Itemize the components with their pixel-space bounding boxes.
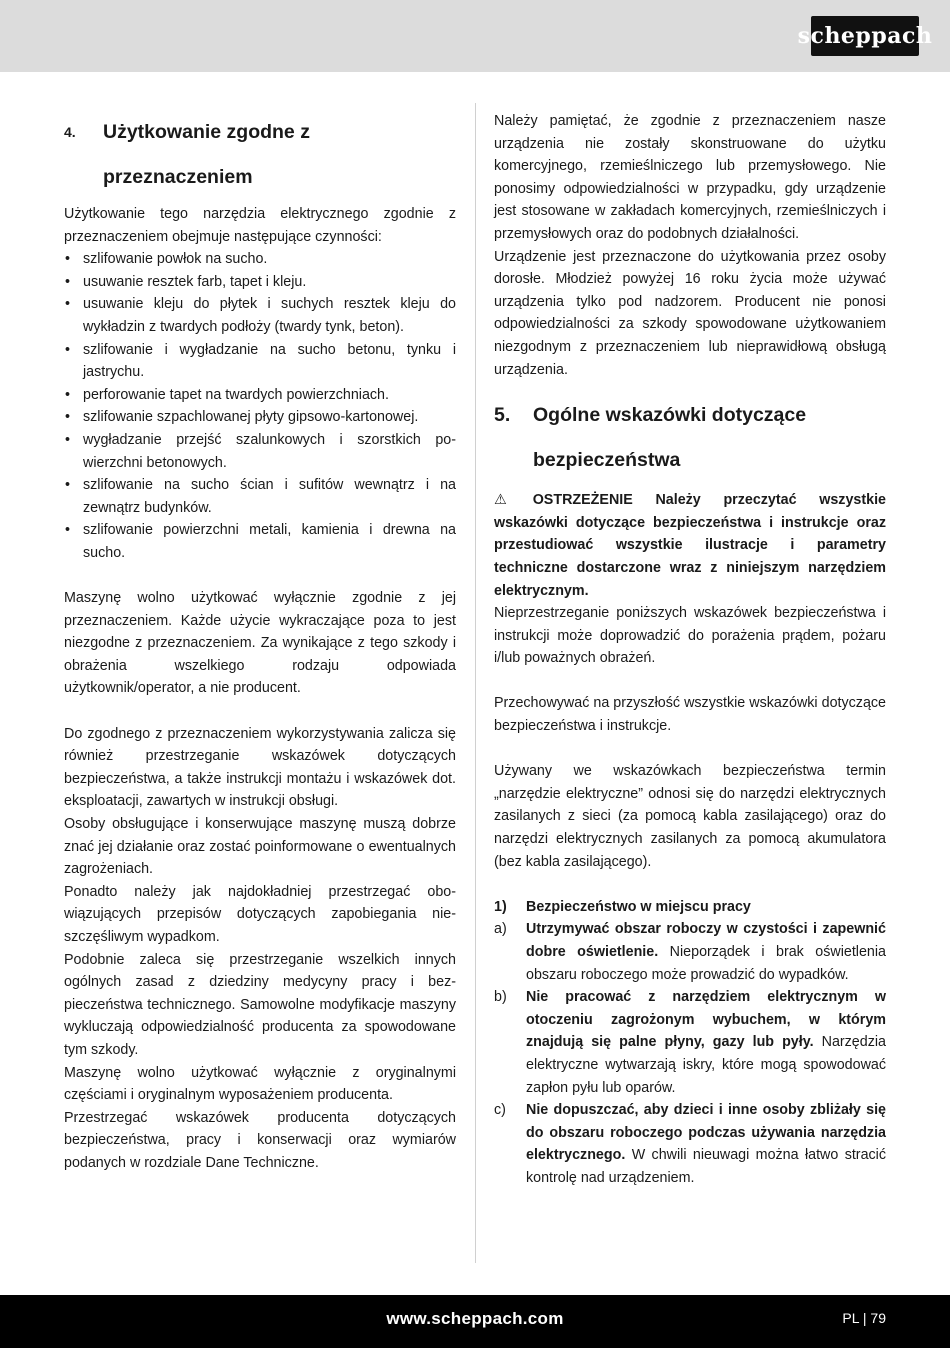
paragraph: Osoby obsługujące i konserwujące maszynę muszą dobrze znać jej działanie oraz zostać poinformowane o ewentualnych zagrożeniach. xyxy=(64,816,456,878)
section-4-heading xyxy=(64,110,456,200)
warning-block xyxy=(494,489,886,602)
paragraph: Maszynę wolno użytkować wyłącznie zgodnie z jej przeznaczeniem. Każde użycie wykraczające poza to jest niezgodne z przeznaczeniem. Za wynikające z tego szkody i obrażenia wszelkiego rodzaju odpowiada użytkownik/operator, a nie producent. xyxy=(64,590,456,697)
section-number: 5. xyxy=(494,404,511,427)
paragraph: Do zgodnego z przeznaczeniem wykorzystywania zalicza się również przestrzeganie wskazówek dotyczących bezpieczeństwa, a także instrukcji montażu i wskazówek dot. eksploatacji, zawartych w instrukcji obsługi. xyxy=(64,725,456,810)
list-item: • szlifowanie i wygładzanie na sucho betonu, tynku i jastrychu. xyxy=(64,339,456,384)
intro-paragraph: Użytkowanie tego narzędzia elektrycznego zgodnie z przeznaczeniem obejmuje następujące czynności: xyxy=(64,206,456,245)
paragraph: Używany we wskazówkach bezpieczeństwa termin „narzędzie elektryczne” odnosi się do narzędzi elektrycznych zasilanych z sieci (za pomocą kabla zasilającego) oraz do narzędzi elektrycznych zasilanych za pomocą akumulatora (bez kabla zasilającego). xyxy=(494,763,886,870)
usage-list xyxy=(64,248,456,564)
list-item: a) Utrzymywać obszar roboczy w czystości i zapewnić dobre oświetlenie. Nieporządek i brak oświetlenia obszaru roboczego może prowadzić do wypadków. xyxy=(494,921,887,983)
paragraph: Przechowywać na przyszłość wszystkie wskazówki dotyczące bezpieczeństwa i instrukcje. xyxy=(494,695,886,735)
list-item: • perforowanie tapet na twardych powierzchniach. xyxy=(64,384,456,407)
footer-bar xyxy=(0,1295,950,1348)
warning-text: Nieprzestrzeganie poniższych wskazówek bezpieczeństwa i instrukcji może doprowadzić do porażenia prądem, pożaru i/lub poważnych obrażeń. xyxy=(494,605,886,667)
page-number: PL | 79 xyxy=(842,1310,886,1326)
section-title-line1: Ogólne wskazówki dotyczące xyxy=(533,404,807,427)
section-title-line2: bezpieczeństwa xyxy=(533,449,681,472)
safety-items xyxy=(494,918,886,1189)
subsection-heading: 1) Bezpieczeństwo w miejscu pracy xyxy=(494,898,751,915)
paragraph: Przestrzegać wskazówek producenta dotyczących bezpieczeństwa, pracy i konserwacji oraz wymiarów podanych w rozdziale Dane Techniczne. xyxy=(64,1109,456,1171)
right-column xyxy=(494,110,886,1190)
section-title-line2: przeznaczeniem xyxy=(103,166,253,188)
paragraph: Maszynę wolno użytkować wyłącznie z oryginalnymi częściami i oryginalnym wyposażeniem producenta. xyxy=(64,1064,456,1104)
section-number: 4. xyxy=(64,124,76,140)
section-title-line1: Użytkowanie zgodne z xyxy=(103,121,310,143)
list-item: • wygładzanie przejść szalunkowych i szorstkich powierzchni betonowych. xyxy=(64,429,456,474)
section-5-heading xyxy=(494,393,886,483)
list-item: • usuwanie kleju do płytek i suchych resztek kleju do wykładzin z twardych podłoży (twardy tynk, beton). xyxy=(64,293,456,338)
left-column xyxy=(64,110,456,1175)
column-divider xyxy=(475,103,476,1263)
list-item: b) Nie pracować z narzędziem elektrycznym w otoczeniu zagrożonym wybuchem, w którym znajdują się palne płyny, gazy lub pyły. Narzędzia elektryczne wytwarzają iskry, które mogą spowodować zapłon pyłu lub oparów. xyxy=(494,989,886,1096)
paragraph: Podobnie zaleca się przestrzeganie wszelkich innych ogólnych zasad z dziedziny medycyny pracy i bezpieczeństwa technicznego. Samowolne modyfikacje maszyny wykluczają odpowiedzialność producenta za spowodowane tym szkody. xyxy=(64,951,456,1058)
paragraph: Należy pamiętać, że zgodnie z przeznaczeniem nasze urządzenia nie zostały skonstruowane do użytku komercyjnego, rzemieślniczego lub przemysłowego. Nie ponosimy odpowiedzialności w przypadku, gdy urządzenie jest stosowane w zakładach komercyjnych, rzemieślniczych i przemysłowych oraz do podobnych działalności. xyxy=(494,113,886,242)
website-link[interactable]: www.scheppach.com xyxy=(386,1309,564,1328)
list-item: • szlifowanie na sucho ścian i sufitów wewnątrz i na zewnątrz budynków. xyxy=(64,474,456,519)
list-item: c) Nie dopuszczać, aby dzieci i inne osoby zbliżały się do obszaru roboczego podczas używania narzędzia elektrycznego. W chwili nieuwagi można łatwo stracić kontrolę nad urządzeniem. xyxy=(494,1102,886,1186)
list-item: • szlifowanie powierzchni metali, kamienia i drewna na sucho. xyxy=(64,519,456,564)
paragraph: Urządzenie jest przeznaczone do użytkowania przez osoby dorosłe. Młodzież powyżej 16 roku życia może używać urządzenia tylko pod nadzorem. Producent nie ponosi odpowiedzialności za szkody spowodowane użytkowaniem niezgodnym z przeznaczeniem lub nieprawidłową obsługą urządzenia. xyxy=(494,248,886,378)
scheppach-logo: scheppach xyxy=(811,16,919,56)
paragraph: Ponadto należy jak najdokładniej przestrzegać obowiązujących przepisów dotyczących zapobiegania nieszczęśliwym wypadkom. xyxy=(64,883,456,945)
list-item: • usuwanie resztek farb, tapet i kleju. xyxy=(64,271,456,294)
warning-icon: ⚠ xyxy=(494,492,507,509)
list-item: • szlifowanie szpachlowanej płyty gipsowo-kartonowej. xyxy=(64,406,456,429)
header-bar xyxy=(0,0,950,72)
warning-heading: OSTRZEŻENIE Należy przeczytać wszystkie wskazówki dotyczące bezpieczeństwa i instrukcje oraz przestudiować wszystkie ilustracje i parametry techniczne dostarczone wraz z niniejszym narzędziem elektrycznym. xyxy=(494,492,886,599)
list-item: • szlifowanie powłok na sucho. xyxy=(64,248,456,271)
